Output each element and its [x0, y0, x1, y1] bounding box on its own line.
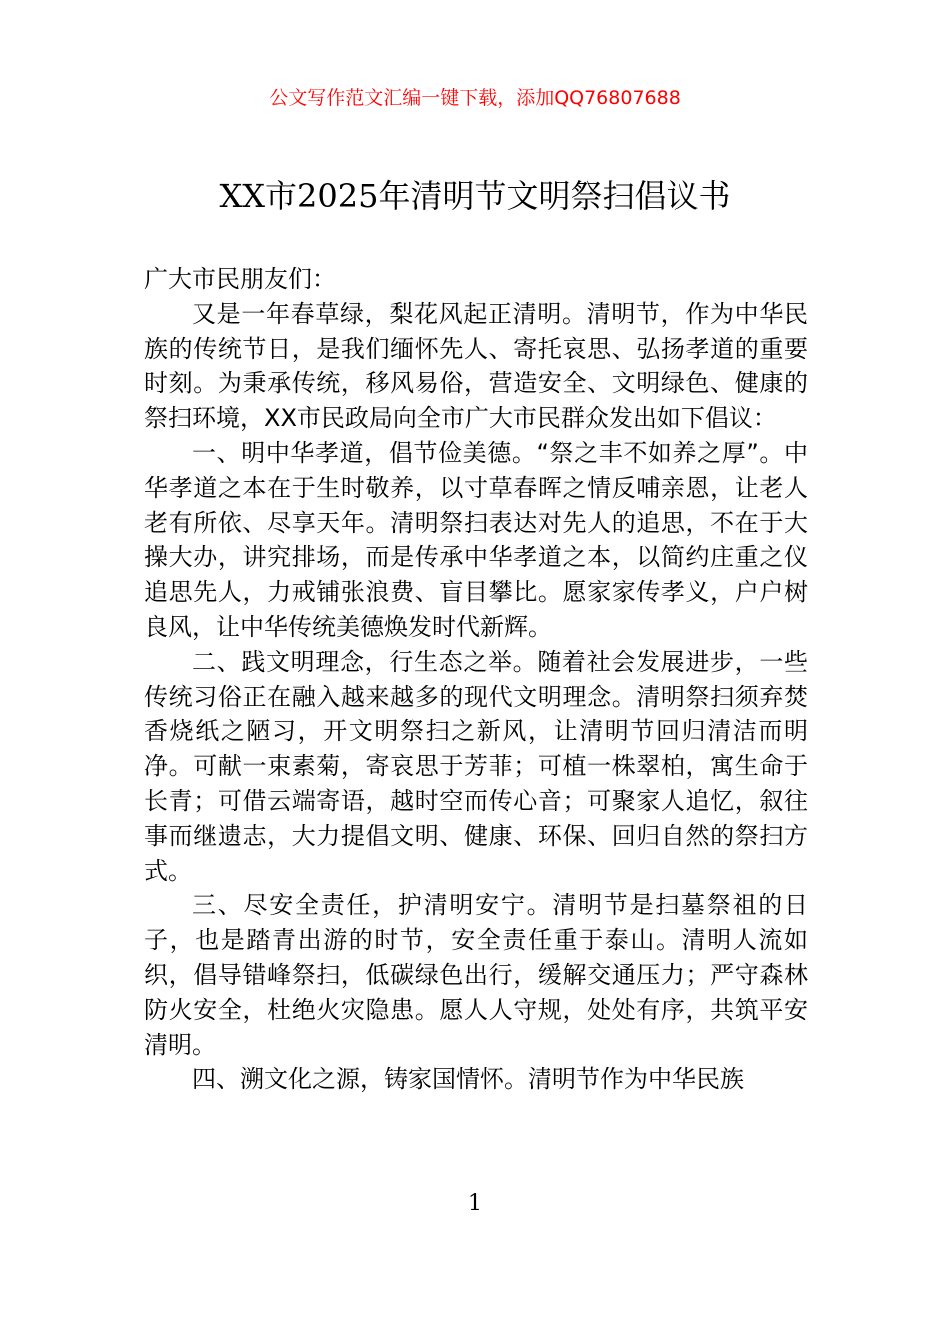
document-body — [144, 262, 808, 1097]
paragraph-item-1: 一、明中华孝道，倡节俭美德。“祭之丰不如养之厚”。中华孝道之本在于生时敬养，以寸草春晖之情反哺亲恩，让老人老有所依、尽享天年。清明祭扫表达对先人的追思，不在于大操大办，讲究排场，而是传承中华孝道之本，以简约庄重之仪追思先人，力戒铺张浪费、盲目攀比。愿家家传孝义，户户树良风，让中华传统美德焕发时代新辉。 — [144, 438, 808, 641]
salutation: 广大市民朋友们： — [144, 265, 336, 293]
paragraph-item-2: 二、践文明理念，行生态之举。随着社会发展进步，一些传统习俗正在融入越来越多的现代文明理念。清明祭扫须弃焚香烧纸之陋习，开文明祭扫之新风，让清明节回归清洁而明净。可献一束素菊，寄哀思于芳菲；可植一株翠柏，寓生命于长青；可借云端寄语，越时空而传心音；可聚家人追忆，叙往事而继遗志，大力提倡文明、健康、环保、回归自然的祭扫方式。 — [144, 647, 808, 885]
page-number: 1 — [468, 1191, 482, 1216]
document-title: XX市2025年清明节文明祭扫倡议书 — [219, 177, 731, 215]
paragraph-intro: 又是一年春草绿，梨花风起正清明。清明节，作为中华民族的传统节日，是我们缅怀先人、寄托哀思、弘扬孝道的重要时刻。为秉承传统，移风易俗，营造安全、文明绿色、健康的祭扫环境，XX市民政局向全市广大市民群众发出如下倡议： — [144, 299, 808, 433]
paragraph-item-4: 四、溯文化之源，铸家国情怀。清明节作为中华民族 — [192, 1065, 744, 1094]
paragraph-item-3: 三、尽安全责任，护清明安宁。清明节是扫墓祭祖的日子，也是踏青出游的时节，安全责任重于泰山。清明人流如织，倡导错峰祭扫，低碳绿色出行，缓解交通压力；严守森林防火安全，杜绝火灾隐患。愿人人守规，处处有序，共筑平安清明。 — [144, 891, 808, 1059]
download-notice: 公文写作范文汇编一键下载，添加QQ76807688 — [269, 87, 681, 109]
